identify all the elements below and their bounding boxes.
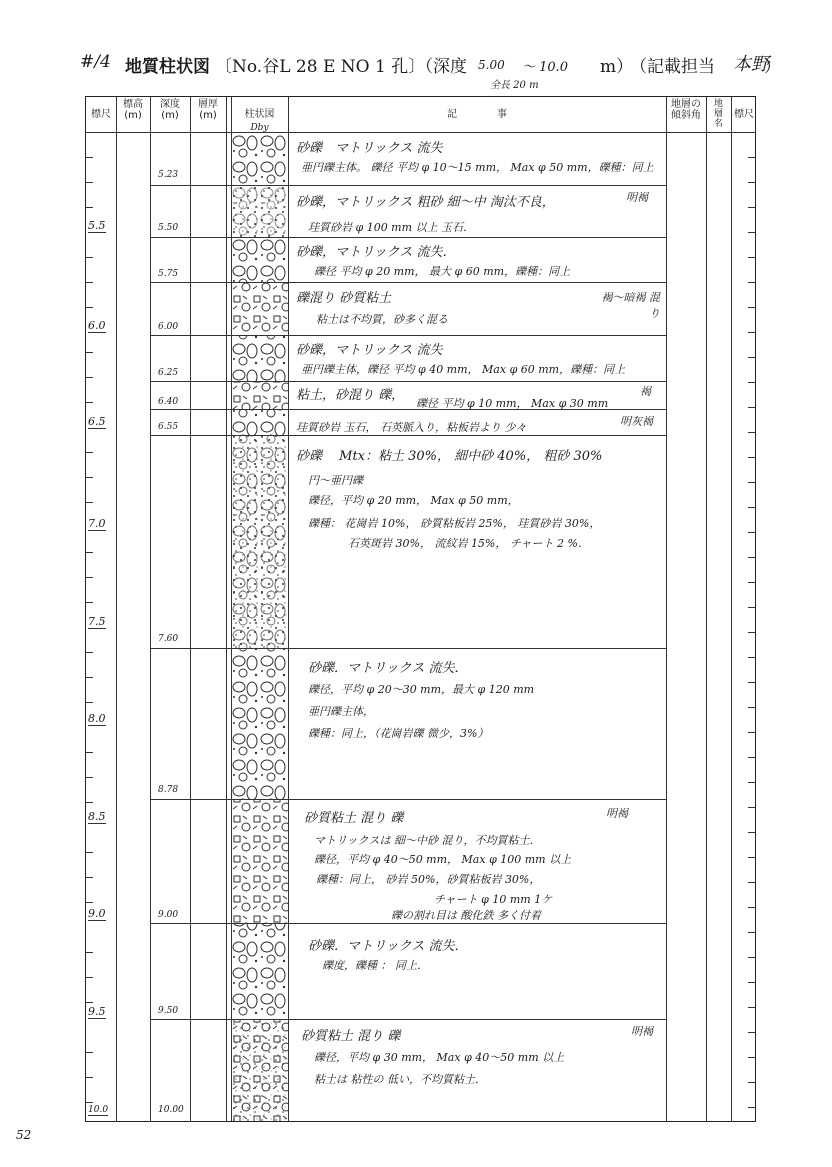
description-header: 記 事 (447, 109, 507, 120)
scale-mark: 6.5 (88, 415, 106, 428)
doc-title: 地質柱状図 (125, 57, 210, 77)
depth-value: 5.75 (158, 269, 179, 279)
layer-description: 礫混り 砂質粘土 (296, 291, 392, 306)
column-header: 柱状図 (244, 109, 275, 120)
layer-description: 礫径 平均 φ 10 mm， Max φ 30 mm (416, 397, 609, 410)
layer-description: 砂礫，マトリックス 流失 (296, 343, 443, 358)
layer-description: 砂礫，マトリックス 流失． (296, 245, 456, 260)
page-number: 52 (16, 1128, 32, 1142)
formation-header: 地 層 名 (713, 99, 723, 129)
scale-mark: 6.0 (88, 319, 106, 332)
scale-mark: 8.0 (88, 712, 106, 725)
depth-to: 〜 10.0 (522, 60, 569, 75)
layer-description: 礫の割れ目は 酸化鉄 多く付着 (391, 909, 541, 922)
scale-mark: 8.5 (88, 810, 106, 823)
layer-description: チャート φ 10 mm 1ケ (434, 893, 553, 906)
total-length: 全長 20 m (490, 80, 539, 91)
layer-description: 礫径 平均 φ 20 mm， 最大 φ 60 mm，礫種：同上 (314, 265, 571, 278)
depth-value: 8.78 (158, 785, 179, 795)
depth-value: 10.00 (158, 1105, 184, 1115)
layer-description: 礫度，礫種 ： 同上． (322, 959, 428, 972)
layer-description: 砂礫．マトリックス 流失． (308, 661, 468, 676)
layer-description: 礫種： 花崗岩 10%， 砂質粘板岩 25%， 珪質砂岩 30%， (308, 517, 601, 530)
layer-description: 亜円礫主体，礫径 平均 φ 40 mm， Max φ 60 mm，礫種：同上 (301, 363, 626, 376)
layer-description: 砂礫．マトリックス 流失． (308, 939, 468, 954)
layer-color: 明灰褐 (620, 415, 653, 428)
depth-value: 6.55 (158, 422, 179, 432)
scale-header: 標尺 (91, 109, 111, 120)
depth-value: 6.00 (158, 322, 179, 332)
depth-value: 5.50 (158, 223, 179, 233)
layer-description: 礫径，平均 φ 40〜50 mm， Max φ 100 mm 以上 (314, 853, 572, 866)
layer-description: マトリックスは 細〜中砂 混り，不均質粘土． (314, 834, 541, 847)
depth-label: （深度 (416, 57, 467, 77)
layer-description: 粘土は不均質，砂多く混る (316, 313, 448, 326)
scale-mark: 9.5 (88, 1005, 106, 1018)
layer-description: 粘土，砂混り 礫， (296, 388, 405, 403)
scale-mark: 9.0 (88, 907, 106, 920)
sheet-number: #/4 (80, 52, 111, 72)
layer-description: 粘土は 粘性の 低い，不均質粘土． (314, 1073, 486, 1086)
layer-description: 珪質砂岩 φ 100 mm 以上 玉石． (308, 221, 475, 234)
scale-mark: 10.0 (88, 1105, 109, 1115)
recorder-label: （記載担当 (630, 57, 715, 77)
header-close-paren: ） (764, 57, 781, 77)
layer-color: 褐 (640, 385, 651, 398)
depth-from: 5.00 (478, 58, 505, 72)
elevation-header: 標高 (m) (123, 99, 143, 121)
dip-header: 地層の 傾斜角 (671, 99, 701, 121)
scale-mark: 7.5 (88, 615, 106, 628)
depth-value: 6.40 (158, 397, 179, 407)
layer-description: 砂礫，マトリックス 粗砂 細〜中 淘汰不良， (296, 195, 555, 210)
depth-value: 7.60 (158, 634, 179, 644)
layer-description: 礫径，平均 φ 20〜30 mm，最大 φ 120 mm (308, 683, 535, 696)
layer-color: 明褐 (631, 1025, 653, 1038)
layer-description: 砂礫 Mtx：粘土 30%， 細中砂 40%， 粗砂 30% (296, 449, 603, 464)
layer-description: 礫径，平均 φ 30 mm， Max φ 40〜50 mm 以上 (314, 1051, 565, 1064)
layer-description: 円〜亜円礫 (308, 474, 363, 487)
scale-mark: 7.0 (88, 517, 106, 530)
layer-description: 砂質粘土 混り 礫 (304, 811, 404, 826)
scale-right-header: 標尺 (734, 109, 754, 120)
depth-header: 深度 (m) (160, 99, 180, 121)
log-sheet (85, 96, 756, 1122)
layer-color: 褐〜暗褐 混り (601, 291, 660, 320)
layer-color: 明褐 (606, 807, 628, 820)
boring-number: 〔No.谷L 28 E NO 1 孔〕 (215, 57, 426, 77)
layer-color: 明褐 (626, 191, 648, 204)
column-sub-label: Dby (250, 123, 269, 133)
depth-value: 9.00 (158, 910, 179, 920)
layer-description: 礫種：同上， 砂岩 50%，砂質粘板岩 30%， (316, 873, 541, 886)
scale-mark: 5.5 (88, 219, 106, 232)
layer-description: 礫種：同上，（花崗岩礫 微少，3%） (308, 727, 489, 740)
layer-description: 珪質砂岩 玉石， 石英脈入り，粘板岩より 少々 (296, 421, 527, 434)
layer-description: 砂質粘土 混り 礫 (301, 1029, 401, 1044)
recorder-name: 本野 (733, 54, 769, 75)
depth-value: 9.50 (158, 1006, 179, 1016)
depth-value: 6.25 (158, 368, 179, 378)
column-pattern (231, 133, 288, 1121)
thickness-header: 層厚 (m) (198, 99, 218, 121)
layer-description: 亜円礫主体， (308, 705, 374, 718)
depth-unit: m） (600, 57, 634, 77)
layer-description: 砂礫 マトリックス 流失 (296, 141, 443, 156)
layer-description: 石英斑岩 30%， 流紋岩 15%， チャート 2 %． (348, 537, 589, 550)
layer-description: 亜円礫主体。 礫径 平均 φ 10〜15 mm， Max φ 50 mm，礫種：同上 (301, 161, 654, 174)
depth-value: 5.23 (158, 170, 179, 180)
layer-description: 礫径，平均 φ 20 mm， Max φ 50 mm， (308, 494, 519, 507)
